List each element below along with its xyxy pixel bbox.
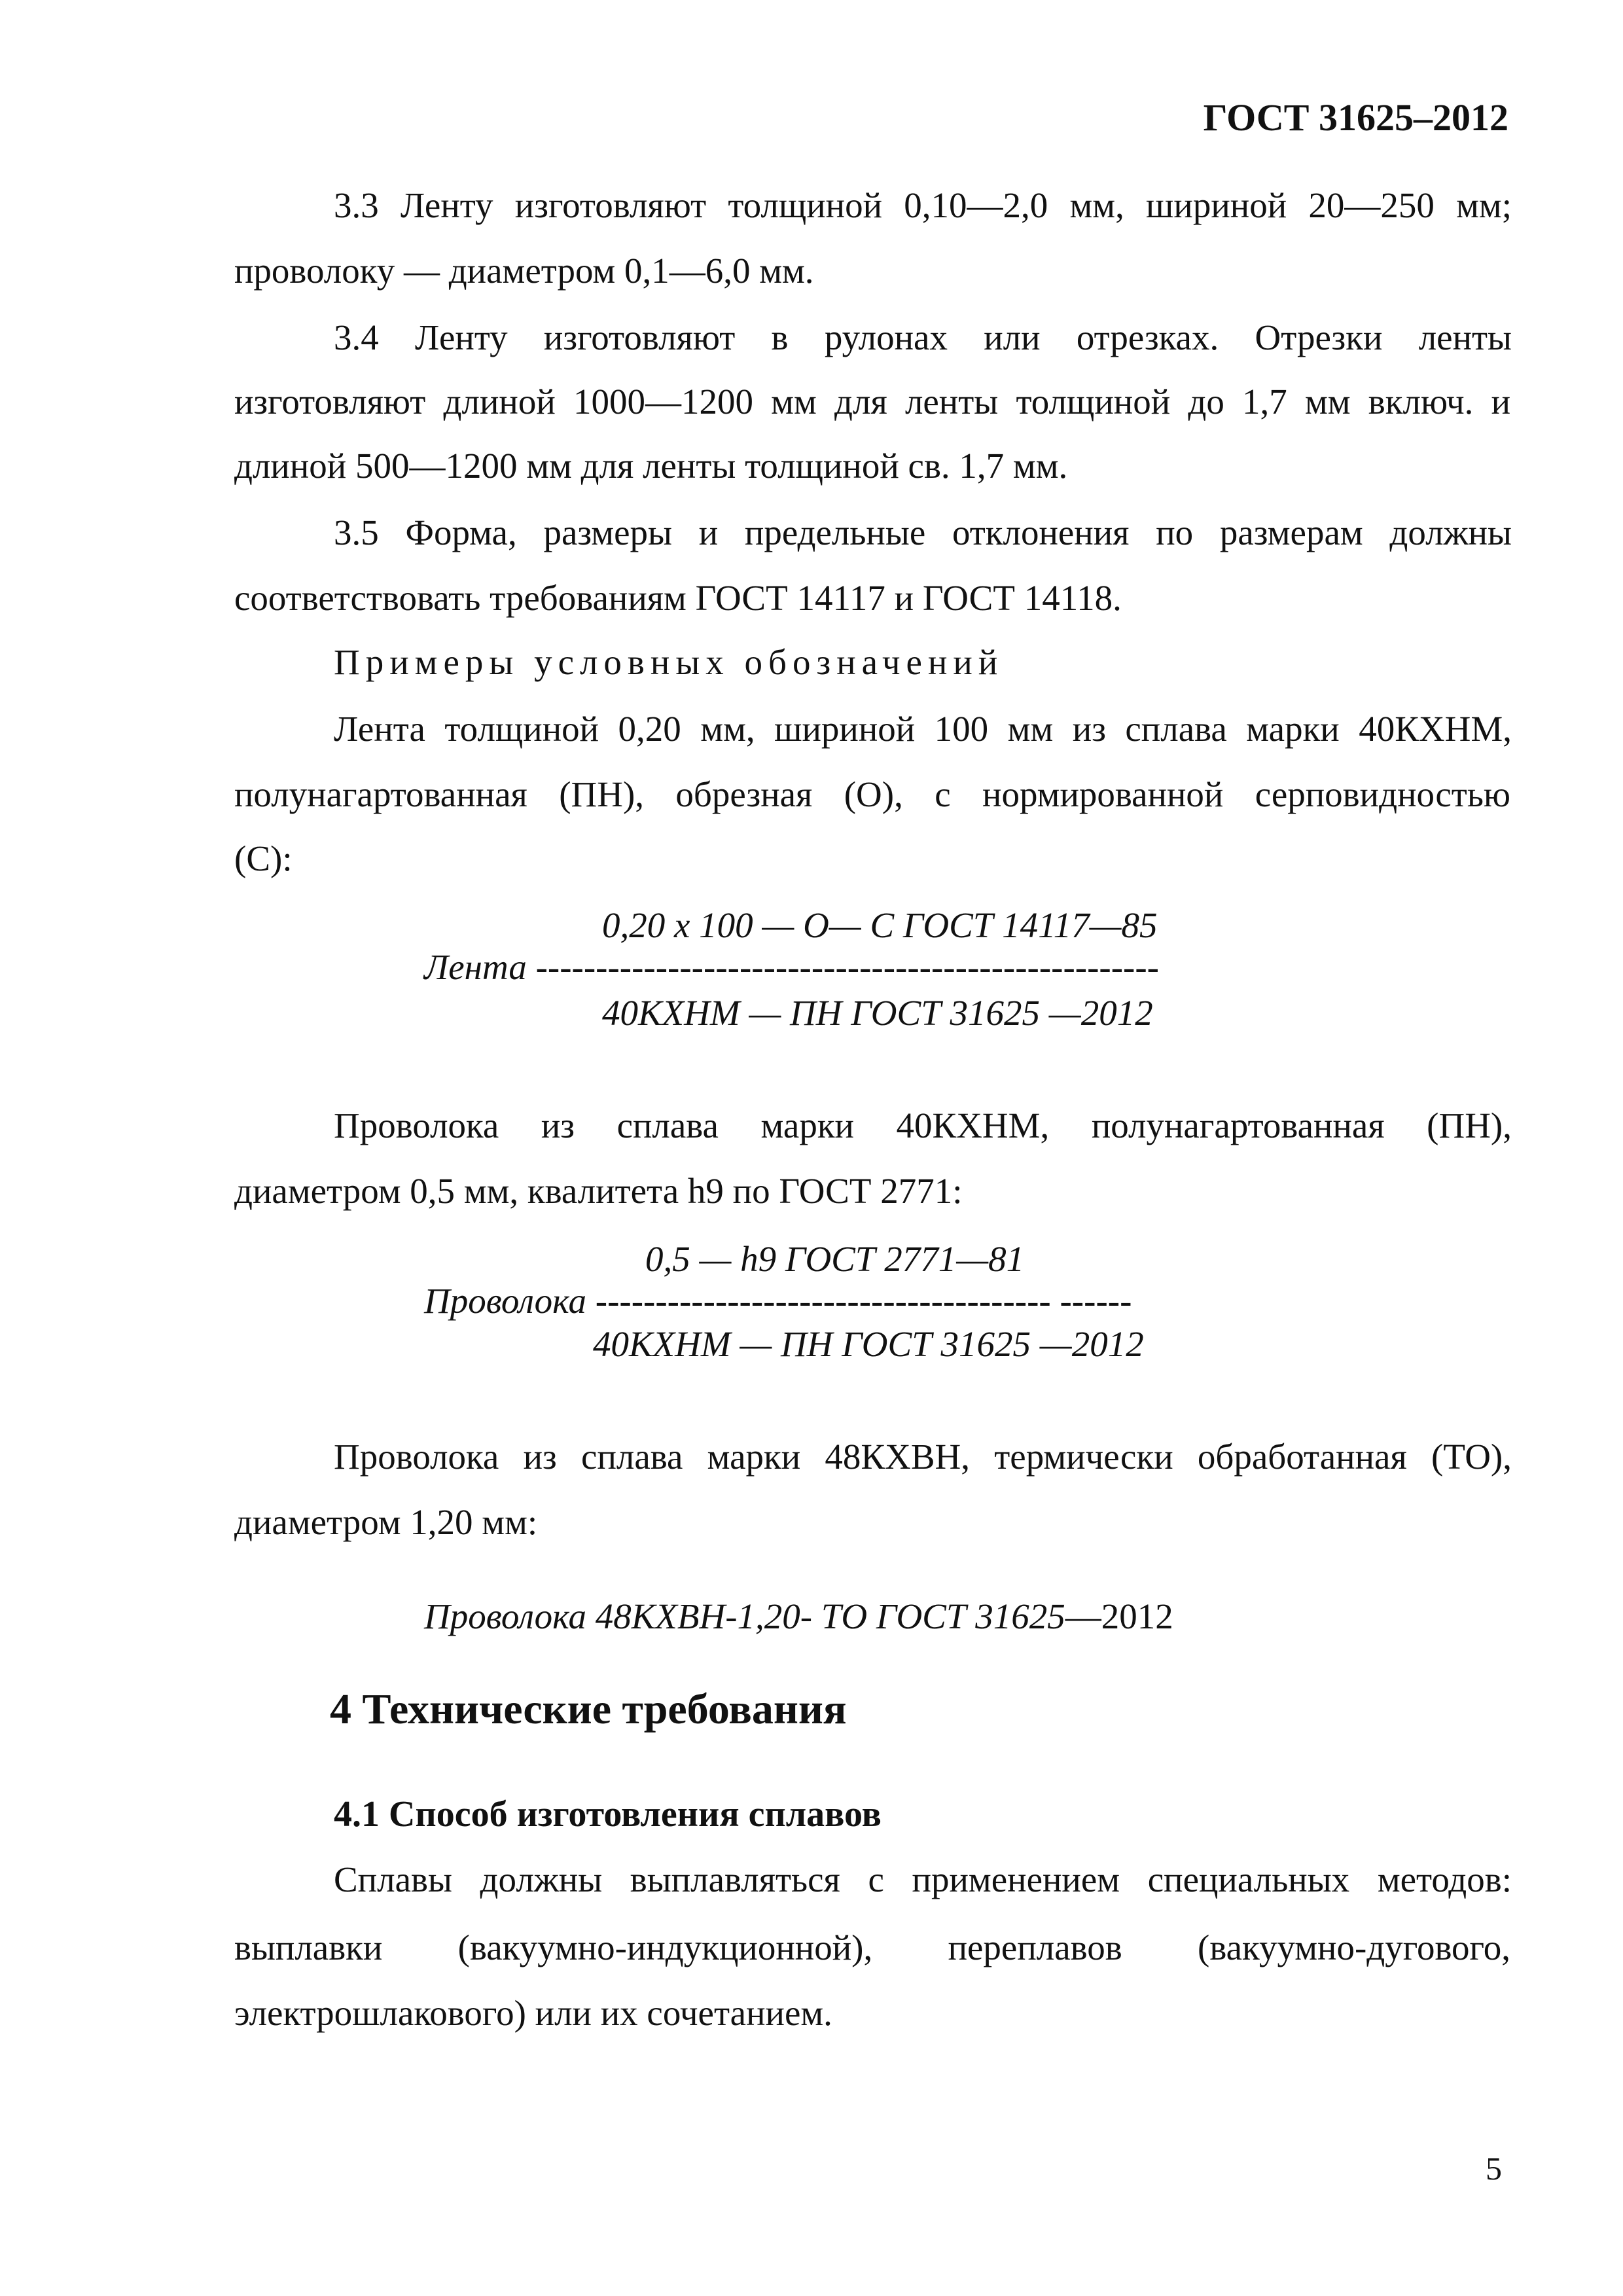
example-3-formula-year: —2012 (1065, 1596, 1173, 1636)
example-1-formula-top: 0,20 х 100 — О— С ГОСТ 14117—85 (602, 905, 1158, 945)
subsection-4-1-line-3: электрошлакового) или их сочетанием. (234, 1993, 832, 2033)
example-2-line-2: диаметром 0,5 мм, квалитета h9 по ГОСТ 2771: (234, 1171, 963, 1211)
subsection-4-1-line-1: Сплавы должны выплавляться с применением специальных методов: (334, 1859, 1512, 1899)
example-2-line-1: Проволока из сплава марки 40КХНМ, полунагартованная (ПН), (334, 1105, 1512, 1145)
example-2-formula-top: 0,5 — h9 ГОСТ 2771—81 (645, 1239, 1025, 1279)
example-2-formula-bottom: 40КХНМ — ПН ГОСТ 31625 —2012 (593, 1324, 1144, 1364)
example-3-formula (424, 1597, 1173, 1636)
paragraph-3-3-line-2: проволоку — диаметром 0,1—6,0 мм. (234, 251, 814, 291)
paragraph-3-4-line-2: изготовляют длиной 1000—1200 мм для ленты толщиной до 1,7 мм включ. и (234, 382, 1510, 422)
example-1-line-2: полунагартованная (ПН), обрезная (О), с нормированной серповидностью (234, 774, 1510, 814)
document-header: ГОСТ 31625–2012 (1203, 96, 1508, 139)
example-3-line-2: диаметром 1,20 мм: (234, 1502, 538, 1542)
example-2-formula-label: Проволока -------------------------------------- ------ (424, 1281, 1132, 1321)
paragraph-3-5-line-2: соответствовать требованиям ГОСТ 14117 и ГОСТ 14118. (234, 578, 1122, 618)
examples-heading: Примеры условных обозначений (334, 642, 1004, 682)
example-1-formula-bottom: 40КХНМ — ПН ГОСТ 31625 —2012 (602, 993, 1153, 1033)
example-3-formula-italic: Проволока 48КХВН-1,20- ТО ГОСТ 31625 (424, 1596, 1065, 1636)
paragraph-3-5-line-1: 3.5 Форма, размеры и предельные отклонения по размерам должны (334, 512, 1512, 552)
subsection-4-1-line-2: выплавки (вакуумно-индукционной), переплавов (вакуумно-дугового, (234, 1928, 1510, 1967)
example-1-formula-label: Лента ---------------------------------------------------- (424, 947, 1159, 987)
example-1-line-1: Лента толщиной 0,20 мм, шириной 100 мм из сплава марки 40КХНМ, (334, 709, 1512, 749)
paragraph-3-4-line-1: 3.4 Ленту изготовляют в рулонах или отрезках. Отрезки ленты (334, 317, 1512, 357)
section-4-title: 4 Технические требования (330, 1685, 847, 1733)
paragraph-3-3-line-1: 3.3 Ленту изготовляют толщиной 0,10—2,0 мм, шириной 20—250 мм; (334, 185, 1512, 225)
example-3-line-1: Проволока из сплава марки 48КХВН, термически обработанная (ТО), (334, 1437, 1512, 1477)
subsection-4-1-title: 4.1 Способ изготовления сплавов (334, 1794, 882, 1835)
paragraph-3-4-line-3: длиной 500—1200 мм для ленты толщиной св. 1,7 мм. (234, 446, 1068, 486)
page-number: 5 (1486, 2150, 1502, 2187)
example-1-line-3: (С): (234, 838, 293, 878)
